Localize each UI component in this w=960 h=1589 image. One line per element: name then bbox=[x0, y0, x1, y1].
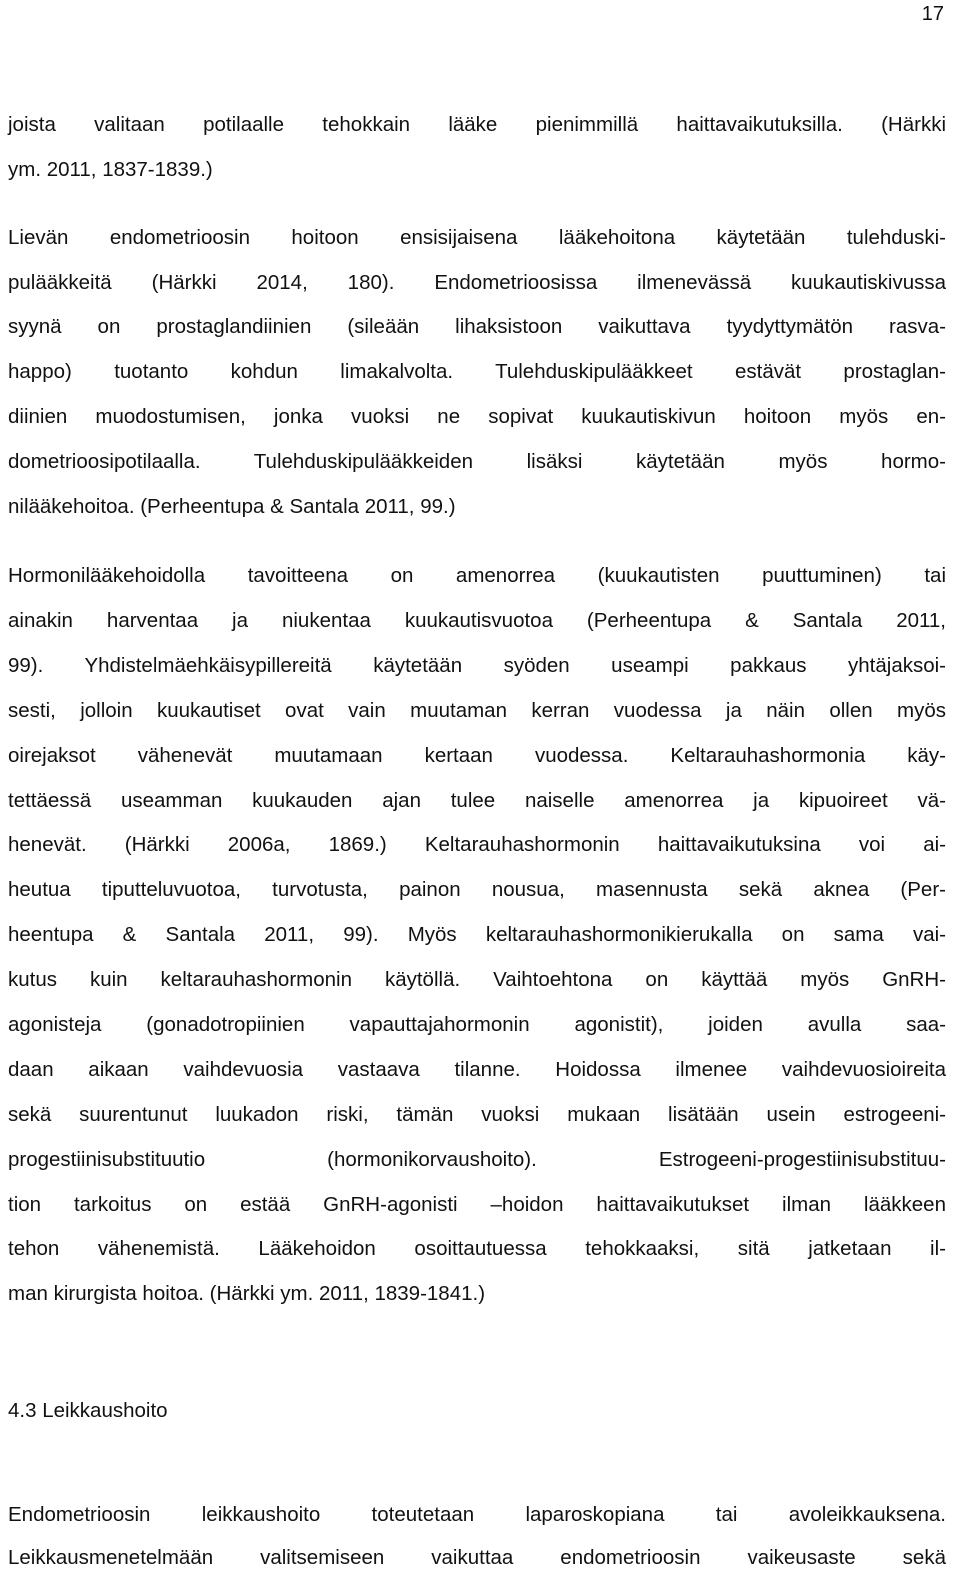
paragraph-3-line-17: man kirurgista hoitoa. (Härkki ym. 2011, 1839-1841.) bbox=[8, 1282, 486, 1305]
page-number: 17 bbox=[921, 3, 944, 25]
paragraph-3-line-5: oirejaksot vähenevät muutamaan kertaan vuodessa. Keltarauhashormonia käy- bbox=[8, 744, 946, 767]
paragraph-3-line-9: heentupa & Santala 2011, 99). Myös keltarauhashormonikierukalla on sama vai- bbox=[8, 923, 946, 946]
paragraph-1-line-2: ym. 2011, 1837-1839.) bbox=[8, 158, 213, 181]
paragraph-2-line-1: Lievän endometrioosin hoitoon ensisijaisena lääkehoitona käytetään tulehduski- bbox=[8, 226, 946, 249]
paragraph-3-line-3: 99). Yhdistelmäehkäisypillereitä käytetään syöden useampi pakkaus yhtäjaksoi- bbox=[8, 654, 946, 677]
paragraph-3-line-4: sesti, jolloin kuukautiset ovat vain muutaman kerran vuodessa ja näin ollen myös bbox=[8, 699, 946, 722]
paragraph-3-line-7: henevät. (Härkki 2006a, 1869.) Keltarauhashormonin haittavaikutuksina voi ai- bbox=[8, 833, 946, 856]
paragraph-2-line-4: happo) tuotanto kohdun limakalvolta. Tulehduskipulääkkeet estävät prostaglan- bbox=[8, 360, 946, 383]
paragraph-3-line-12: daan aikaan vaihdevuosia vastaava tilanne. Hoidossa ilmenee vaihdevuosioireita bbox=[8, 1058, 946, 1081]
paragraph-3-line-10: kutus kuin keltarauhashormonin käytöllä. Vaihtoehtona on käyttää myös GnRH- bbox=[8, 968, 946, 991]
section-heading: 4.3 Leikkaushoito bbox=[8, 1399, 168, 1422]
paragraph-3-line-2: ainakin harventaa ja niukentaa kuukautisvuotoa (Perheentupa & Santala 2011, bbox=[8, 609, 946, 632]
paragraph-3-line-16: tehon vähenemistä. Lääkehoidon osoittautuessa tehokkaaksi, sitä jatketaan il- bbox=[8, 1237, 946, 1260]
paragraph-2-line-7: nilääkehoitoa. (Perheentupa & Santala 2011, 99.) bbox=[8, 495, 456, 518]
paragraph-3-line-1: Hormonilääkehoidolla tavoitteena on amenorrea (kuukautisten puuttuminen) tai bbox=[8, 564, 946, 587]
section-paragraph-line-2: Leikkausmenetelmään valitsemiseen vaikuttaa endometrioosin vaikeusaste sekä bbox=[8, 1546, 946, 1569]
paragraph-1-line-1: joista valitaan potilaalle tehokkain lääke pienimmillä haittavaikutuksilla. (Härkki bbox=[8, 113, 946, 136]
paragraph-2-line-5: diinien muodostumisen, jonka vuoksi ne sopivat kuukautiskivun hoitoon myös en- bbox=[8, 405, 946, 428]
paragraph-3-line-13: sekä suurentunut luukadon riski, tämän vuoksi mukaan lisätään usein estrogeeni- bbox=[8, 1103, 946, 1126]
paragraph-3-line-14: progestiinisubstituutio (hormonikorvaushoito). Estrogeeni-progestiinisubstituu- bbox=[8, 1148, 946, 1171]
paragraph-3-line-8: heutua tiputteluvuotoa, turvotusta, painon nousua, masennusta sekä aknea (Per- bbox=[8, 878, 946, 901]
section-paragraph-line-1: Endometrioosin leikkaushoito toteutetaan laparoskopiana tai avoleikkauksena. bbox=[8, 1503, 946, 1526]
paragraph-3-line-11: agonisteja (gonadotropiinien vapauttajahormonin agonistit), joiden avulla saa- bbox=[8, 1013, 946, 1036]
paragraph-3-line-15: tion tarkoitus on estää GnRH-agonisti –hoidon haittavaikutukset ilman lääkkeen bbox=[8, 1193, 946, 1216]
paragraph-2-line-2: pulääkkeitä (Härkki 2014, 180). Endometrioosissa ilmenevässä kuukautiskivussa bbox=[8, 271, 946, 294]
paragraph-2-line-3: syynä on prostaglandiinien (sileään lihaksistoon vaikuttava tyydyttymätön rasva- bbox=[8, 315, 946, 338]
paragraph-2-line-6: dometrioosipotilaalla. Tulehduskipulääkkeiden lisäksi käytetään myös hormo- bbox=[8, 450, 946, 473]
paragraph-3-line-6: tettäessä useamman kuukauden ajan tulee naiselle amenorrea ja kipuoireet vä- bbox=[8, 789, 946, 812]
